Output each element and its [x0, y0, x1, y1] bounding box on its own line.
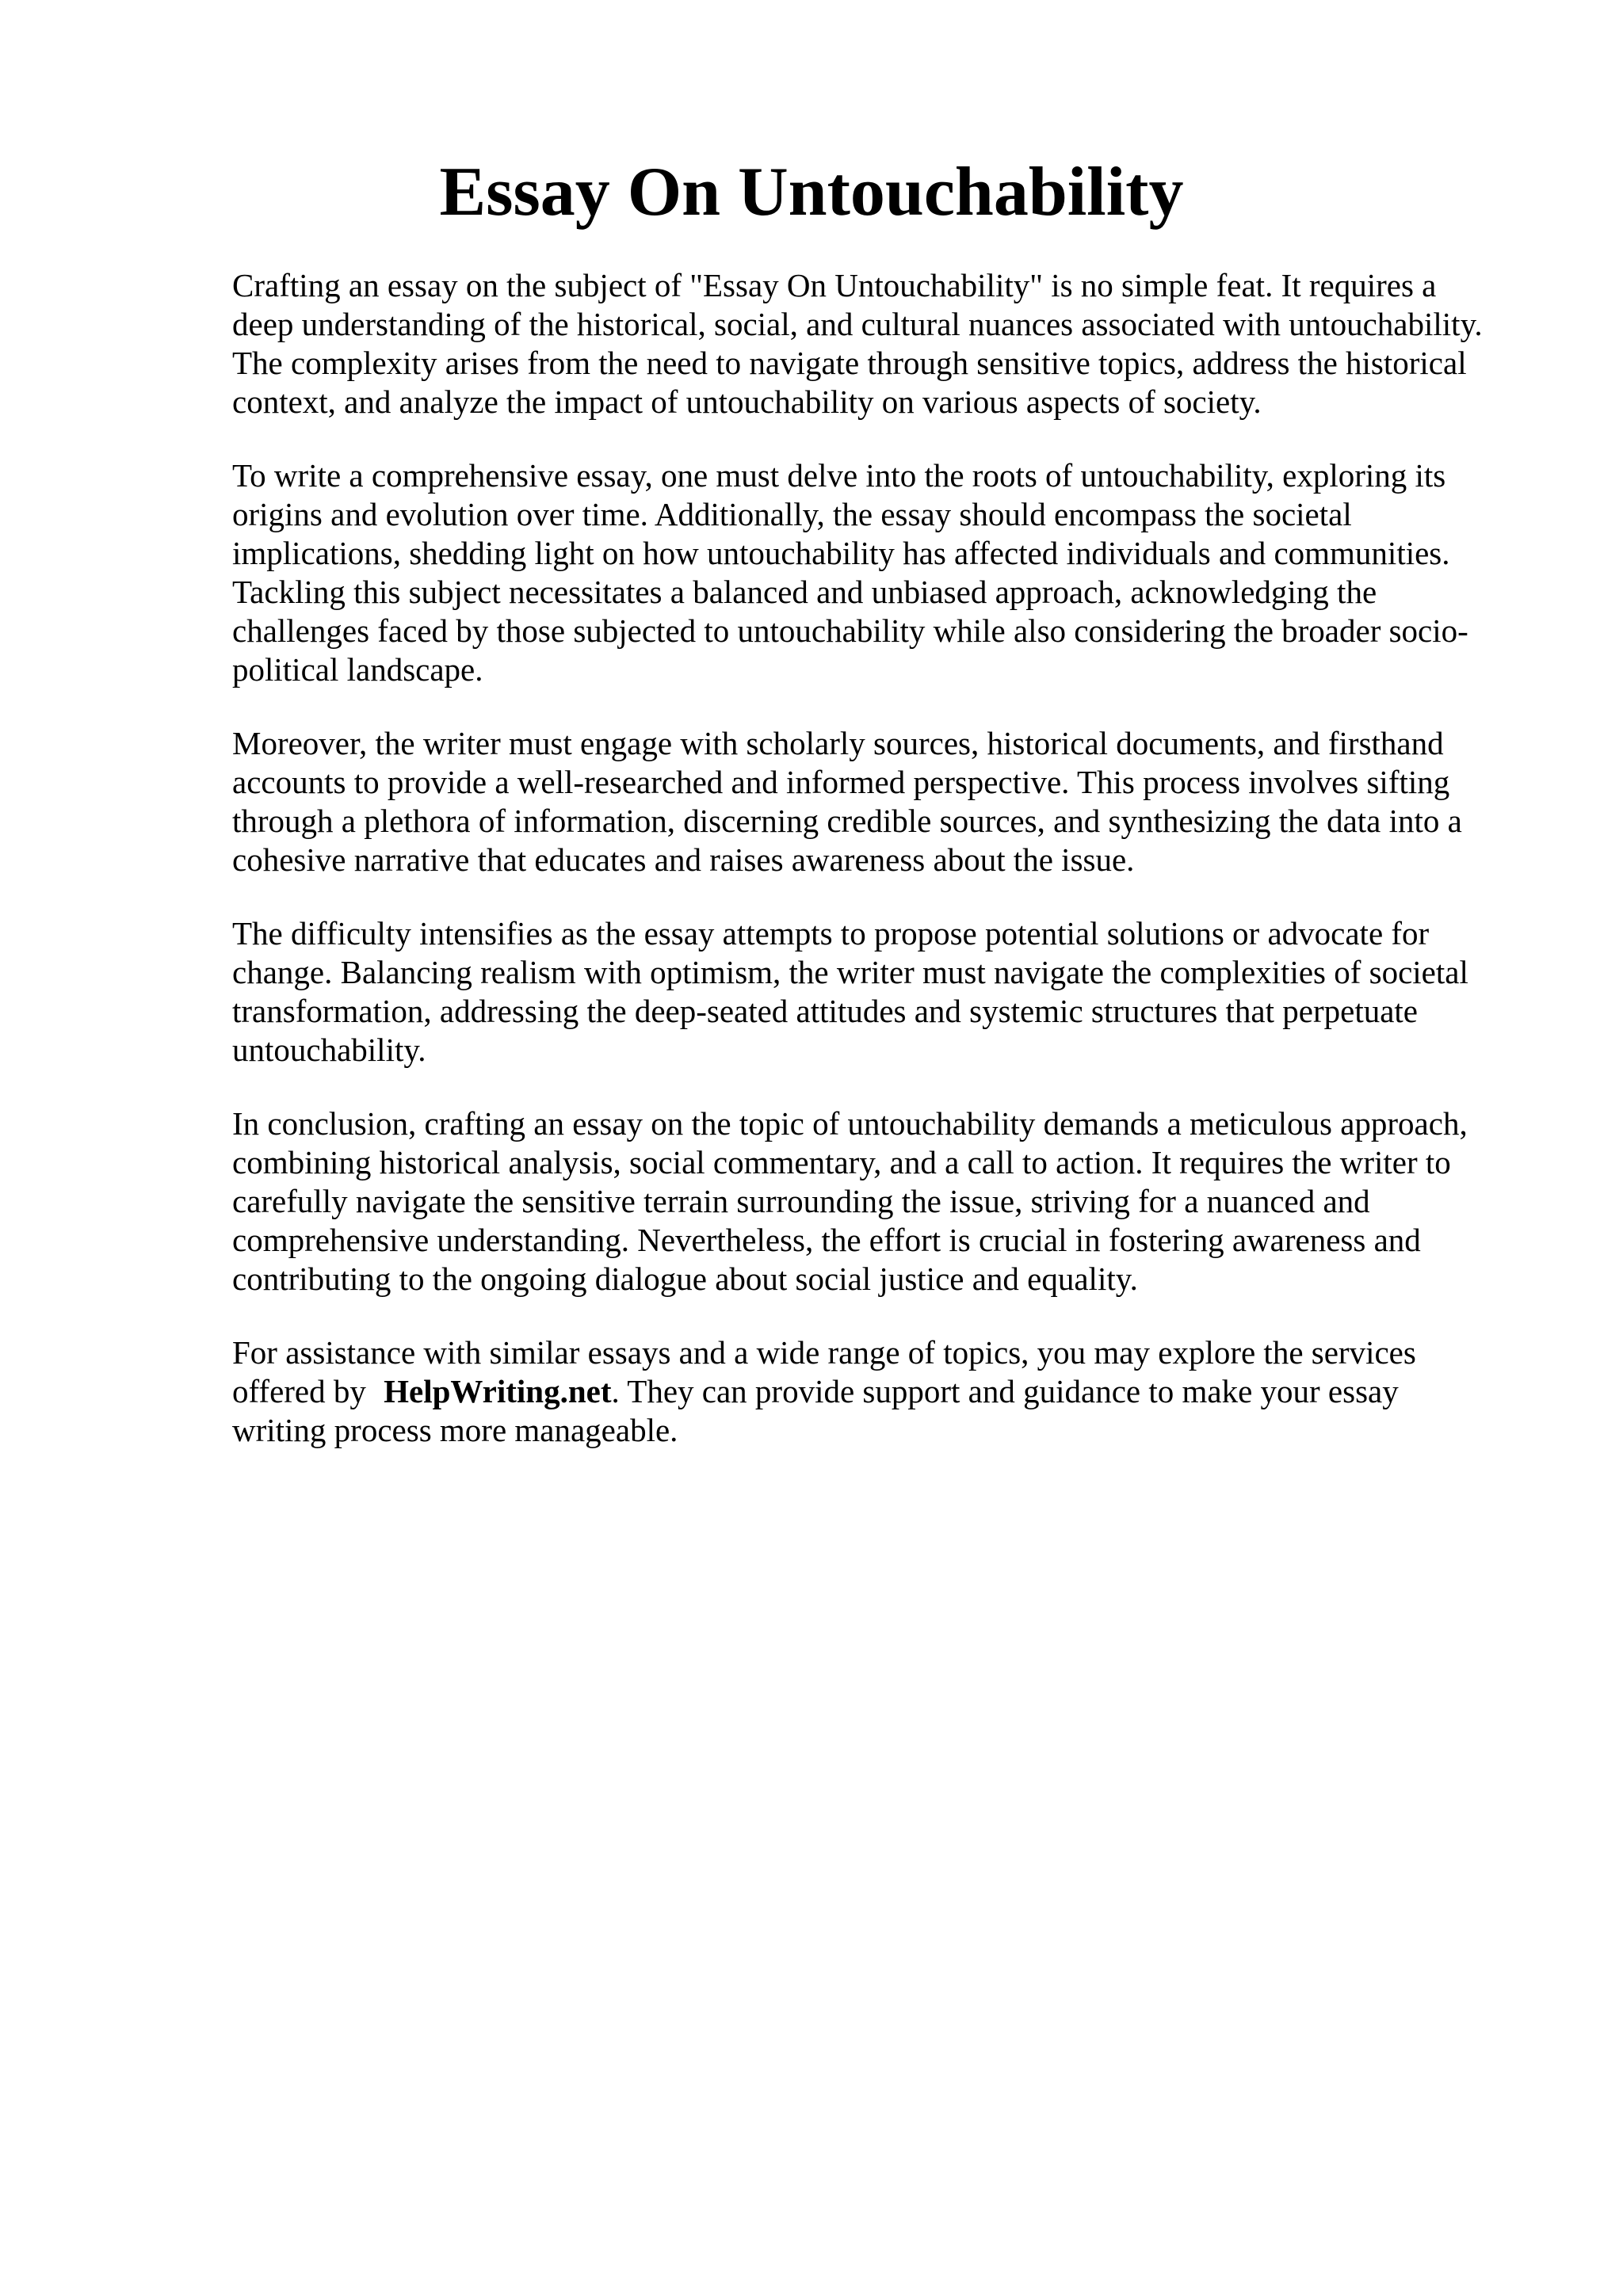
- helpwriting-link[interactable]: HelpWriting.net: [384, 1373, 612, 1409]
- closing-text-before: offered by: [232, 1373, 366, 1409]
- text-line: To write a comprehensive essay, one must delve into the roots of untouchability, exploring its: [232, 457, 1446, 494]
- text-line: political landscape.: [232, 651, 483, 688]
- text-line: implications, shedding light on how untouchability has affected individuals and communities.: [232, 535, 1450, 571]
- paragraph-intro: [232, 266, 1500, 421]
- text-line: carefully navigate the sensitive terrain surrounding the issue, striving for a nuanced and: [232, 1183, 1370, 1219]
- text-line: contributing to the ongoing dialogue about social justice and equality.: [232, 1261, 1138, 1297]
- text-line: In conclusion, crafting an essay on the topic of untouchability demands a meticulous approach,: [232, 1105, 1468, 1142]
- text-line: [232, 1372, 1500, 1411]
- text-line: origins and evolution over time. Additionally, the essay should encompass the societal: [232, 496, 1352, 532]
- text-line: combining historical analysis, social commentary, and a call to action. It requires the writer to: [232, 1144, 1451, 1180]
- text-line: The difficulty intensifies as the essay attempts to propose potential solutions or advocate for: [232, 915, 1430, 952]
- text-line: For assistance with similar essays and a wide range of topics, you may explore the services: [232, 1334, 1416, 1371]
- text-line: Crafting an essay on the subject of "Essay On Untouchability" is no simple feat. It requires a: [232, 267, 1437, 303]
- text-line: Tackling this subject necessitates a balanced and unbiased approach, acknowledging the: [232, 574, 1377, 610]
- paragraph-difficulty: [232, 914, 1500, 1070]
- text-line: writing process more manageable.: [232, 1412, 678, 1448]
- text-line: challenges faced by those subjected to untouchability while also considering the broader socio-: [232, 612, 1468, 649]
- text-line: cohesive narrative that educates and raises awareness about the issue.: [232, 841, 1135, 878]
- paragraph-research: [232, 724, 1500, 879]
- text-line: comprehensive understanding. Nevertheless, the effort is crucial in fostering awareness and: [232, 1222, 1421, 1258]
- text-line: The complexity arises from the need to navigate through sensitive topics, address the historical: [232, 345, 1467, 381]
- document-body: [232, 266, 1500, 1485]
- text-line: change. Balancing realism with optimism, the writer must navigate the complexities of societal: [232, 954, 1468, 990]
- text-line: through a plethora of information, discerning credible sources, and synthesizing the data into a: [232, 803, 1462, 839]
- text-line: accounts to provide a well-researched and informed perspective. This process involves sifting: [232, 764, 1450, 800]
- paragraph-conclusion: [232, 1104, 1500, 1299]
- text-line: Moreover, the writer must engage with scholarly sources, historical documents, and firsthand: [232, 725, 1444, 761]
- text-line: untouchability.: [232, 1032, 426, 1068]
- paragraph-approach: [232, 456, 1500, 689]
- text-line: transformation, addressing the deep-seated attitudes and systemic structures that perpetuate: [232, 993, 1418, 1029]
- text-line: deep understanding of the historical, social, and cultural nuances associated with untouchability.: [232, 306, 1483, 342]
- paragraph-closing: [232, 1333, 1500, 1450]
- text-line: context, and analyze the impact of untouchability on various aspects of society.: [232, 383, 1262, 420]
- document-title: Essay On Untouchability: [439, 154, 1184, 231]
- closing-text-after: . They can provide support and guidance to make your essay: [611, 1373, 1399, 1409]
